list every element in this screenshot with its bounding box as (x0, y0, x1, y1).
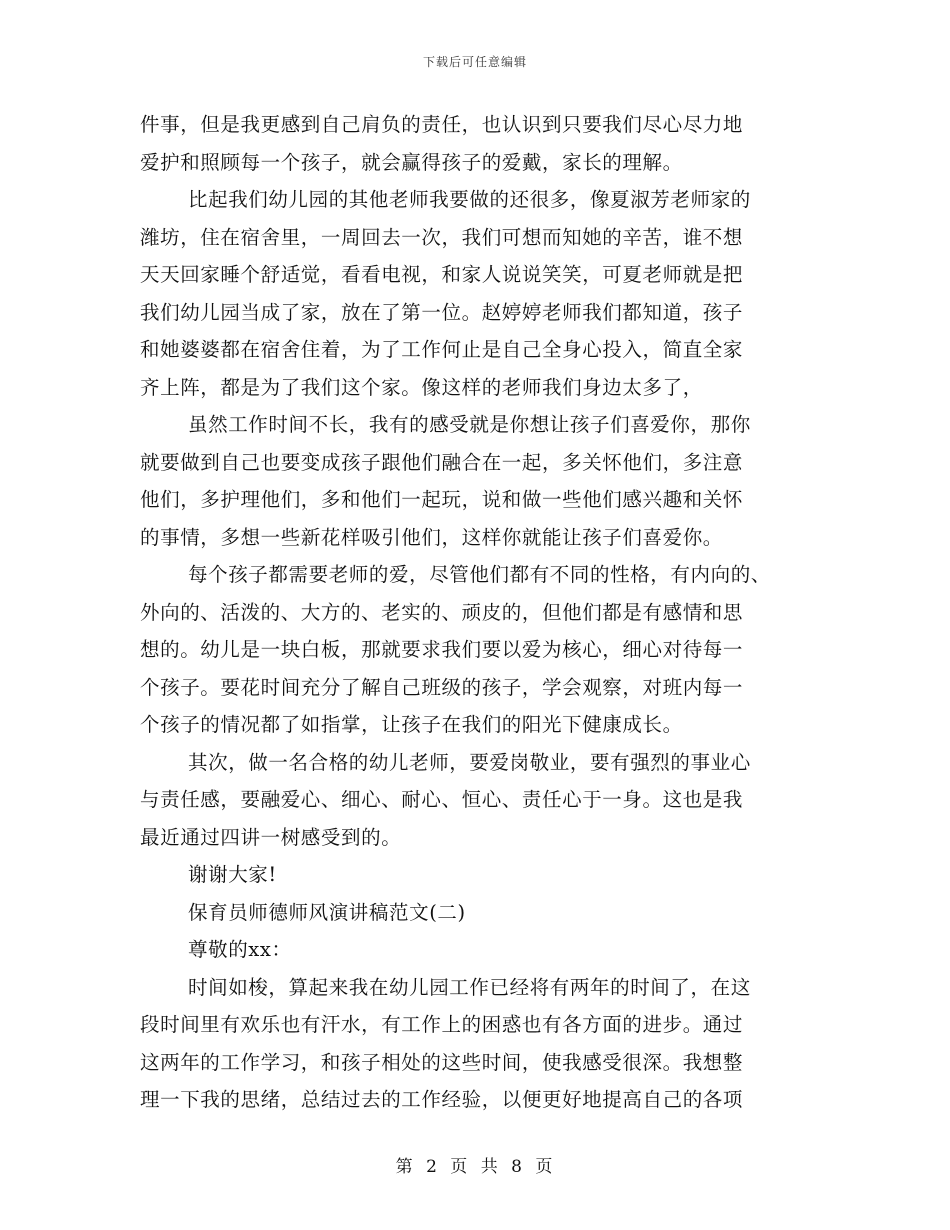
text-line: 和她婆婆都在宿舍住着，为了工作何止是自己全身心投入，简直全家 (140, 338, 744, 361)
text-line: 他们，多护理他们，多和他们一起玩，说和做一些他们感兴趣和关怀 (140, 488, 744, 511)
text-line: 想的。幼儿是一块白板，那就要求我们要以爱为核心，细心对待每一 (140, 638, 744, 661)
text-line: 其次，做一名合格的幼儿老师，要爱岗敬业，要有强烈的事业心 (188, 750, 751, 774)
text-line: 个孩子。要花时间充分了解自己班级的孩子，学会观察，对班内每一 (140, 675, 744, 699)
text-line: 这两年的工作学习，和孩子相处的这些时间，使我感受很深。我想整 (140, 1050, 744, 1074)
text-line: 爱护和照顾每一个孩子，就会赢得孩子的爱戴，家长的理解。 (140, 150, 683, 174)
text-line: 理一下我的思绪，总结过去的工作经验，以便更好地提高自己的各项 (140, 1088, 744, 1111)
text-line: 个孩子的情况都了如指掌，让孩子在我们的阳光下健康成长。 (140, 713, 683, 736)
text-line: 时间如梭，算起来我在幼儿园工作已经将有两年的时间了，在这 (188, 975, 751, 999)
text-line: 潍坊，住在宿舍里，一周回去一次，我们可想而知她的辛苦，谁不想 (140, 225, 744, 249)
text-line: 外向的、活泼的、大方的、老实的、顽皮的，但他们都是有感情和思 (140, 600, 744, 624)
text-line: 的事情，多想一些新花样吸引他们，这样你就能让孩子们喜爱你。 (140, 525, 723, 549)
page-header-note: 下载后可任意编辑 (422, 55, 527, 69)
document-body (140, 106, 812, 1119)
text-line: 与责任感，要融爱心、细心、耐心、恒心、责任心于一身。这也是我 (140, 788, 744, 811)
text-line: 齐上阵，都是为了我们这个家。像这样的老师我们身边太多了， (140, 375, 703, 399)
page-number-footer: 第 2 页 共 8 页 (395, 1157, 555, 1177)
text-line: 谢谢大家! (188, 863, 277, 886)
text-line: 保育员师德师风演讲稿范文(二) (188, 900, 466, 924)
text-line: 比起我们幼儿园的其他老师我要做的还很多，像夏淑芳老师家的 (188, 188, 751, 211)
text-line: 天天回家睡个舒适觉，看看电视，和家人说说笑笑，可夏老师就是把 (140, 263, 744, 286)
text-line: 就要做到自己也要变成孩子跟他们融合在一起，多关怀他们，多注意 (140, 450, 744, 474)
text-line: 虽然工作时间不长，我有的感受就是你想让孩子们喜爱你，那你 (188, 413, 751, 436)
text-line: 每个孩子都需要老师的爱，尽管他们都有不同的性格，有内向的、 (188, 563, 771, 586)
text-line: 尊敬的xx： (188, 938, 292, 961)
text-line: 件事，但是我更感到自己肩负的责任，也认识到只要我们尽心尽力地 (140, 113, 744, 136)
text-line: 最近通过四讲一树感受到的。 (140, 825, 402, 849)
text-line: 我们幼儿园当成了家，放在了第一位。赵婷婷老师我们都知道，孩子 (140, 300, 744, 324)
text-line: 段时间里有欢乐也有汗水，有工作上的困惑也有各方面的进步。通过 (140, 1013, 744, 1036)
